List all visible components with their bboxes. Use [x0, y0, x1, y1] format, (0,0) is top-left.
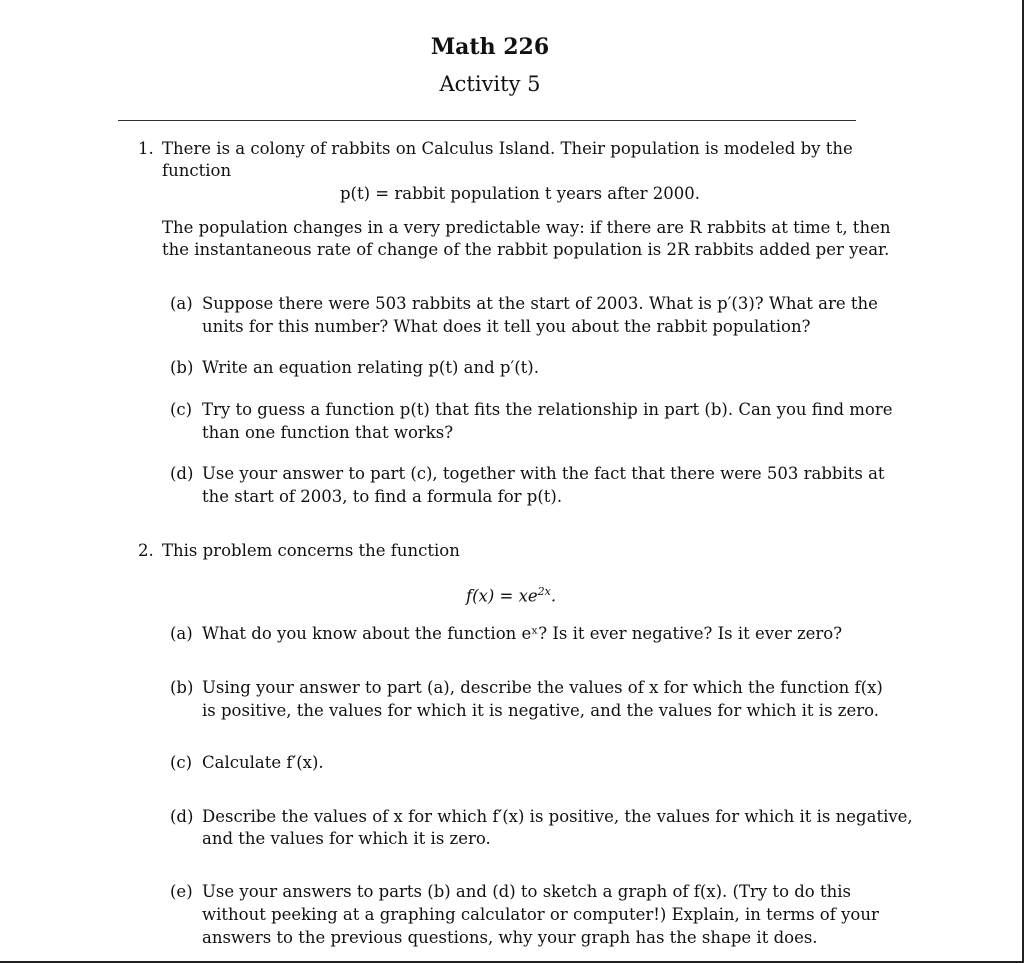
- problem-1a-line2: units for this number? What does it tell you about the rabbit population?: [202, 317, 811, 336]
- problem-1d-line1: Use your answer to part (c), together with the fact that there were 503 rabbits at: [202, 464, 885, 483]
- problem-1a-label: (a): [170, 294, 193, 313]
- formula-exponent: 2x: [537, 585, 551, 598]
- problem-2e-line2: without peeking at a graphing calculator or computer!) Explain, in terms of your: [202, 905, 879, 924]
- problem-1d-line2: the start of 2003, to find a formula for p(t).: [202, 487, 563, 506]
- problem-2a-label: (a): [170, 624, 193, 643]
- formula-period: .: [550, 586, 557, 606]
- problem-2e-line3: answers to the previous questions, why your graph has the shape it does.: [202, 928, 818, 947]
- problem-2d-line2: and the values for which it is zero.: [202, 829, 491, 848]
- page-subtitle: Activity 5: [439, 72, 541, 96]
- problem-2-intro: This problem concerns the function: [162, 541, 460, 560]
- problem-1-intro-line1: There is a colony of rabbits on Calculus Island. Their population is modeled by the: [162, 139, 853, 158]
- problem-1-para-line2: the instantaneous rate of change of the rabbit population is 2R rabbits added per year.: [162, 240, 890, 259]
- problem-2e-line1: Use your answers to parts (b) and (d) to sketch a graph of f(x). (Try to do this: [202, 882, 851, 901]
- problem-2-number: 2.: [138, 541, 154, 560]
- problem-1-intro-line2: function: [162, 161, 232, 180]
- problem-2c-label: (c): [170, 753, 193, 772]
- page-title: Math 226: [430, 34, 550, 60]
- problem-2b-line1: Using your answer to part (a), describe the values of x for which the function f(x): [202, 678, 883, 697]
- problem-1c-line2: than one function that works?: [202, 423, 454, 442]
- problem-2-formula: [466, 581, 556, 608]
- problem-1b-label: (b): [170, 358, 194, 377]
- problem-1a-line1: Suppose there were 503 rabbits at the start of 2003. What is p′(3)? What are the: [202, 294, 878, 313]
- problem-2d-label: (d): [170, 807, 194, 826]
- problem-2b-line2: is positive, the values for which it is negative, and the values for which it is zero.: [202, 701, 880, 720]
- problem-1-number: 1.: [138, 139, 154, 158]
- problem-1-para-line1: The population changes in a very predictable way: if there are R rabbits at time t, then: [162, 218, 891, 237]
- problem-2b-label: (b): [170, 678, 194, 697]
- problem-2a-line1: What do you know about the function eˣ? Is it ever negative? Is it ever zero?: [202, 624, 843, 643]
- problem-1d-label: (d): [170, 464, 194, 483]
- formula-base: f(x) = xe: [466, 586, 538, 606]
- problem-1b-line1: Write an equation relating p(t) and p′(t).: [202, 358, 539, 377]
- problem-1-definition: p(t) = rabbit population t years after 2000.: [340, 184, 701, 203]
- problem-2c-line1: Calculate f′(x).: [202, 753, 324, 772]
- problem-1c-label: (c): [170, 400, 193, 419]
- problem-2e-label: (e): [170, 882, 193, 901]
- problem-2d-line1: Describe the values of x for which f′(x) is positive, the values for which it is negative,: [202, 807, 913, 826]
- header-rule: [118, 120, 856, 121]
- problem-1c-line1: Try to guess a function p(t) that fits the relationship in part (b). Can you find more: [202, 400, 893, 419]
